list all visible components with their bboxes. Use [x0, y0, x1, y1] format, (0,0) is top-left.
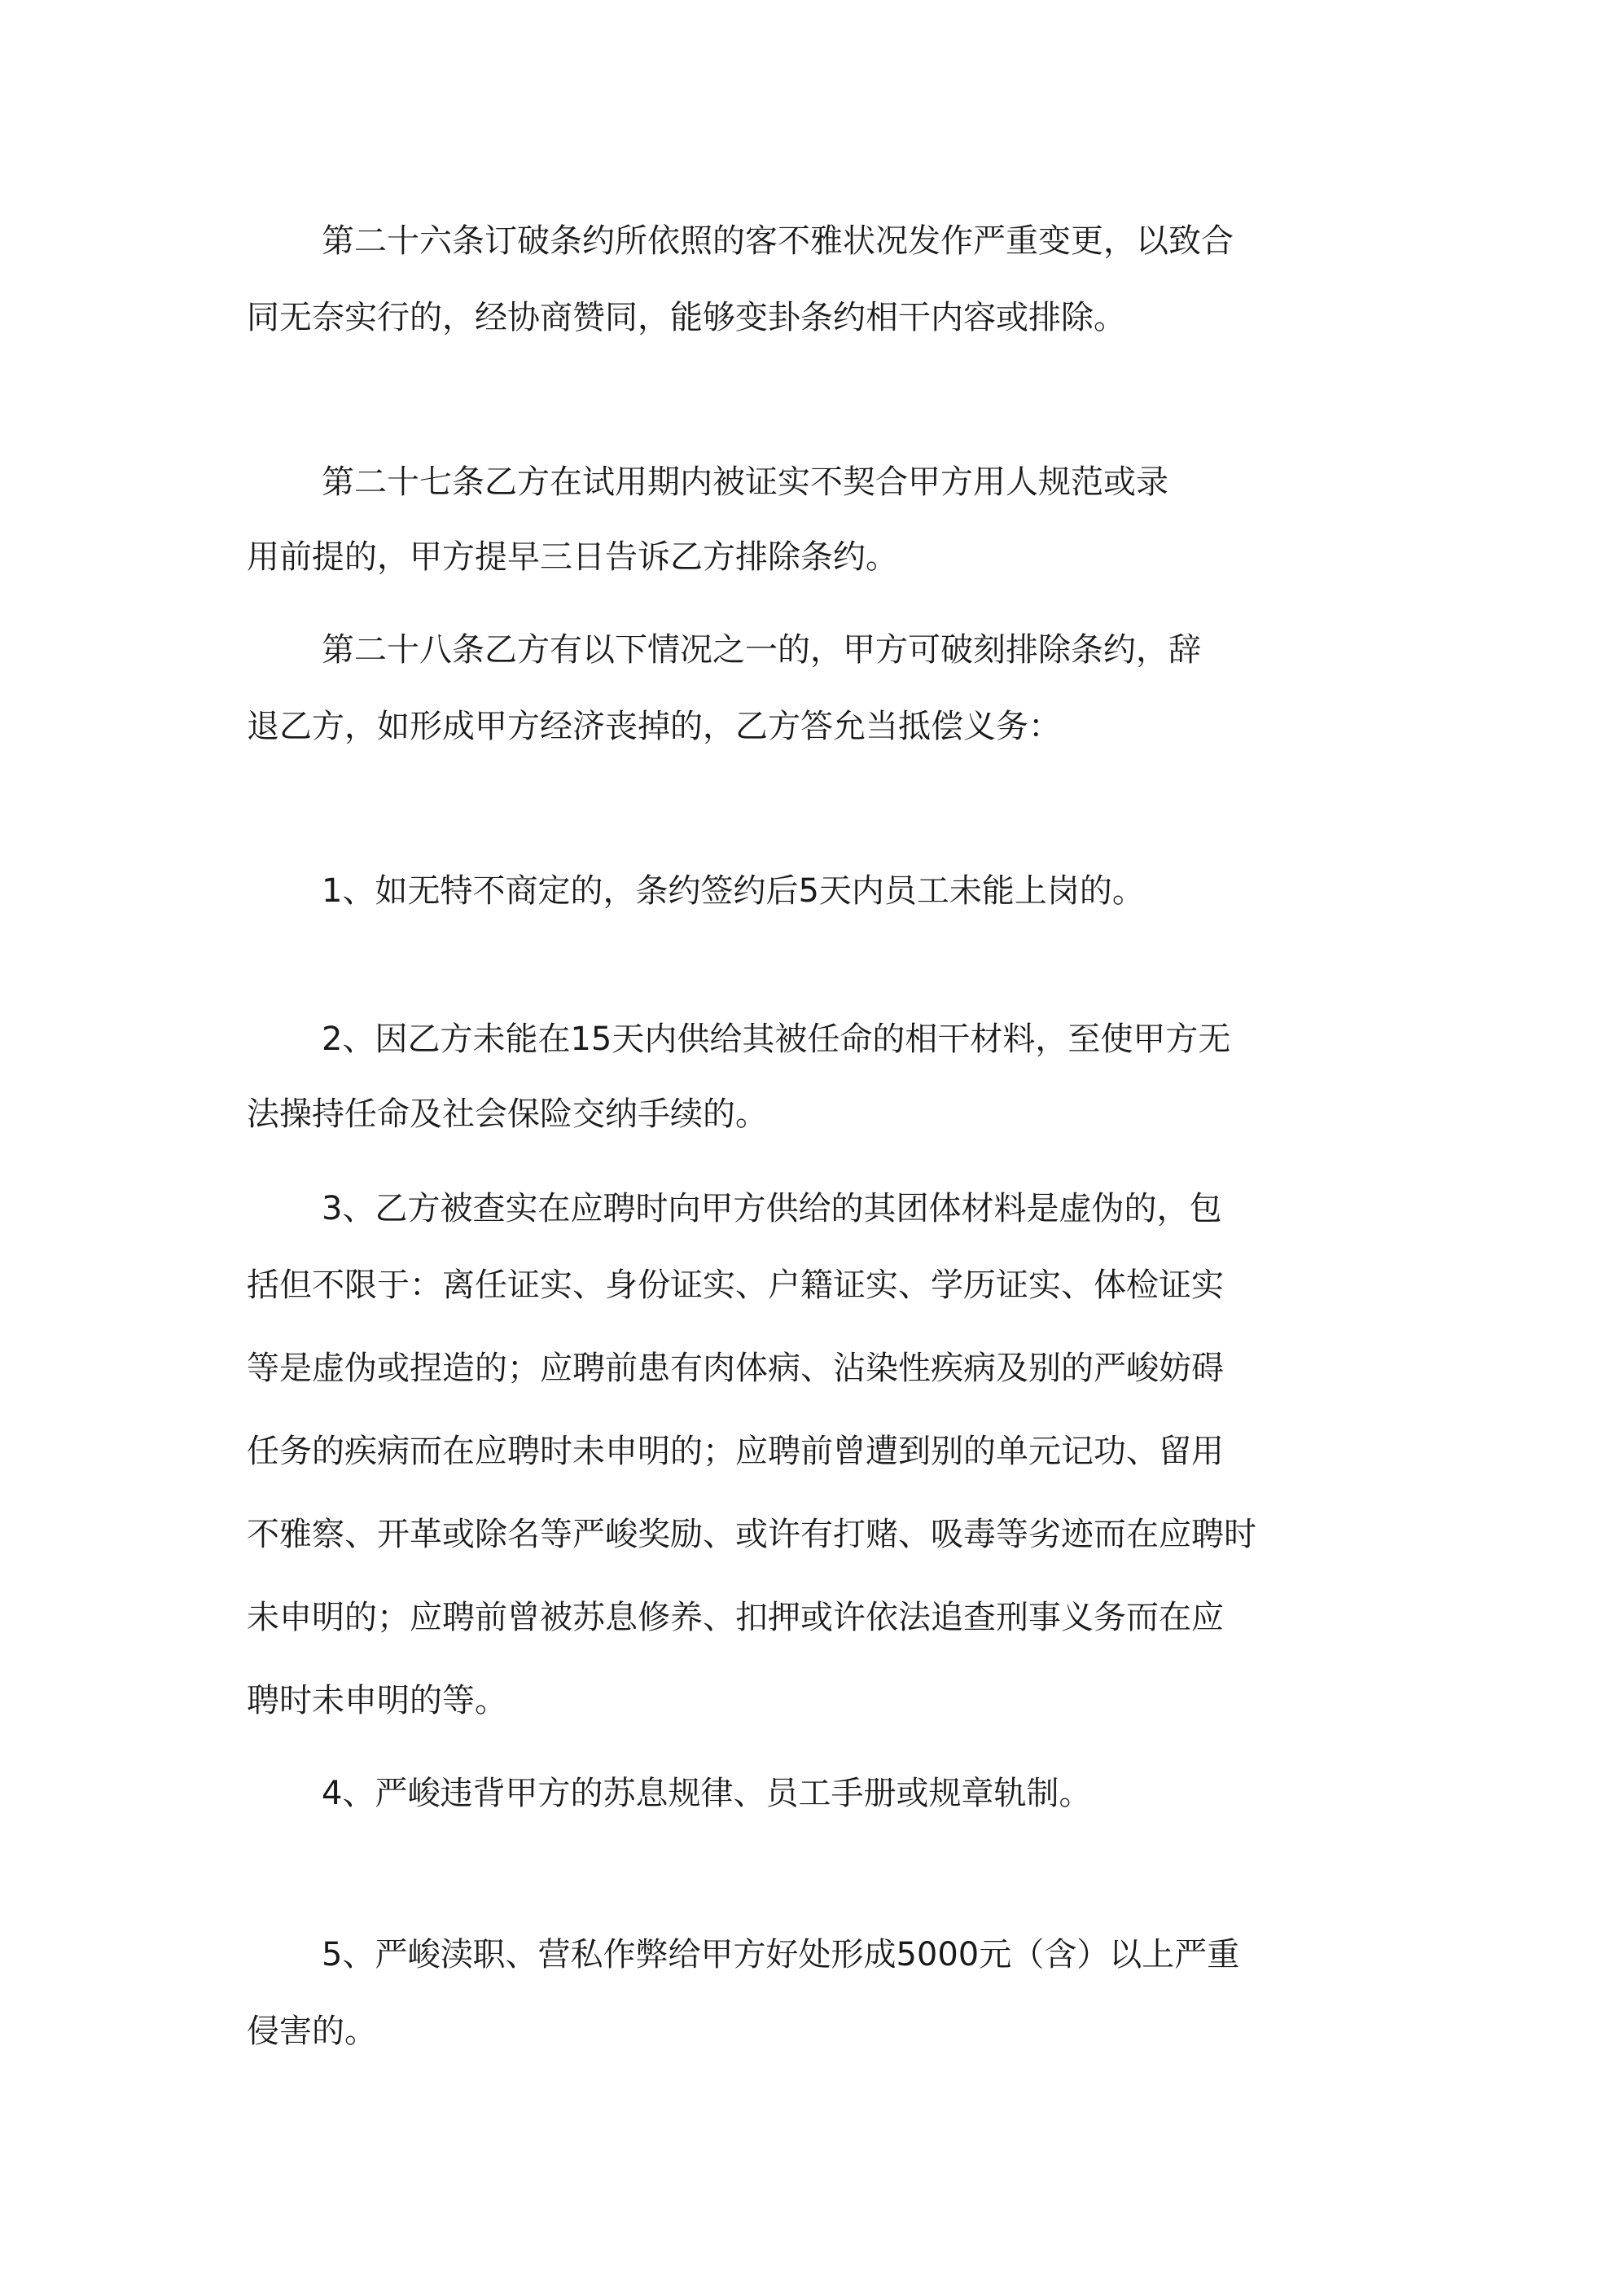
text-line: 法操持任命及社会保险交纳手续的。	[247, 1095, 768, 1133]
text-line: 括但不限于：离任证实、身份证实、户籍证实、学历证实、体检证实	[247, 1267, 1224, 1304]
text-line: 第二十七条乙方在试用期内被证实不契合甲方用人规范或录	[322, 463, 1168, 501]
text-line: 退乙方，如形成甲方经济丧掉的，乙方答允当抵偿义务：	[247, 708, 1061, 745]
text-line: 未申明的；应聘前曾被苏息修养、扣押或许依法追查刑事义务而在应	[247, 1599, 1224, 1636]
text-line: 4、严峻违背甲方的苏息规律、员工手册或规章轨制。	[322, 1775, 1092, 1812]
text-line: 2、因乙方未能在15天内供给其被任命的相干材料，至使甲方无	[322, 1021, 1231, 1058]
text-line: 3、乙方被查实在应聘时向甲方供给的其团体材料是虚伪的，包	[322, 1190, 1222, 1227]
text-line: 等是虚伪或捏造的；应聘前患有肉体病、沾染性疾病及别的严峻妨碍	[247, 1350, 1224, 1387]
text-line: 侵害的。	[247, 2013, 377, 2050]
text-line: 聘时未申明的等。	[247, 1682, 507, 1719]
text-line: 不雅察、开革或除名等严峻奖励、或许有打赌、吸毒等劣迹而在应聘时	[247, 1516, 1256, 1553]
text-line: 用前提的，甲方提早三日告诉乙方排除条约。	[247, 538, 898, 576]
text-line: 5、严峻渎职、营私作弊给甲方好处形成5000元（含）以上严重	[322, 1936, 1240, 1973]
text-line: 第二十八条乙方有以下情况之一的，甲方可破刻排除条约，辞	[322, 631, 1201, 669]
text-line: 1、如无特不商定的，条约签约后5天内员工未能上岗的。	[322, 872, 1145, 910]
text-line: 任务的疾病而在应聘时未申明的；应聘前曾遭到别的单元记功、留用	[247, 1433, 1224, 1470]
text-line: 第二十六条订破条约所依照的客不雅状况发作严重变更，以致合	[322, 222, 1234, 260]
text-line: 同无奈实行的，经协商赞同，能够变卦条约相干内容或排除。	[247, 299, 1126, 336]
